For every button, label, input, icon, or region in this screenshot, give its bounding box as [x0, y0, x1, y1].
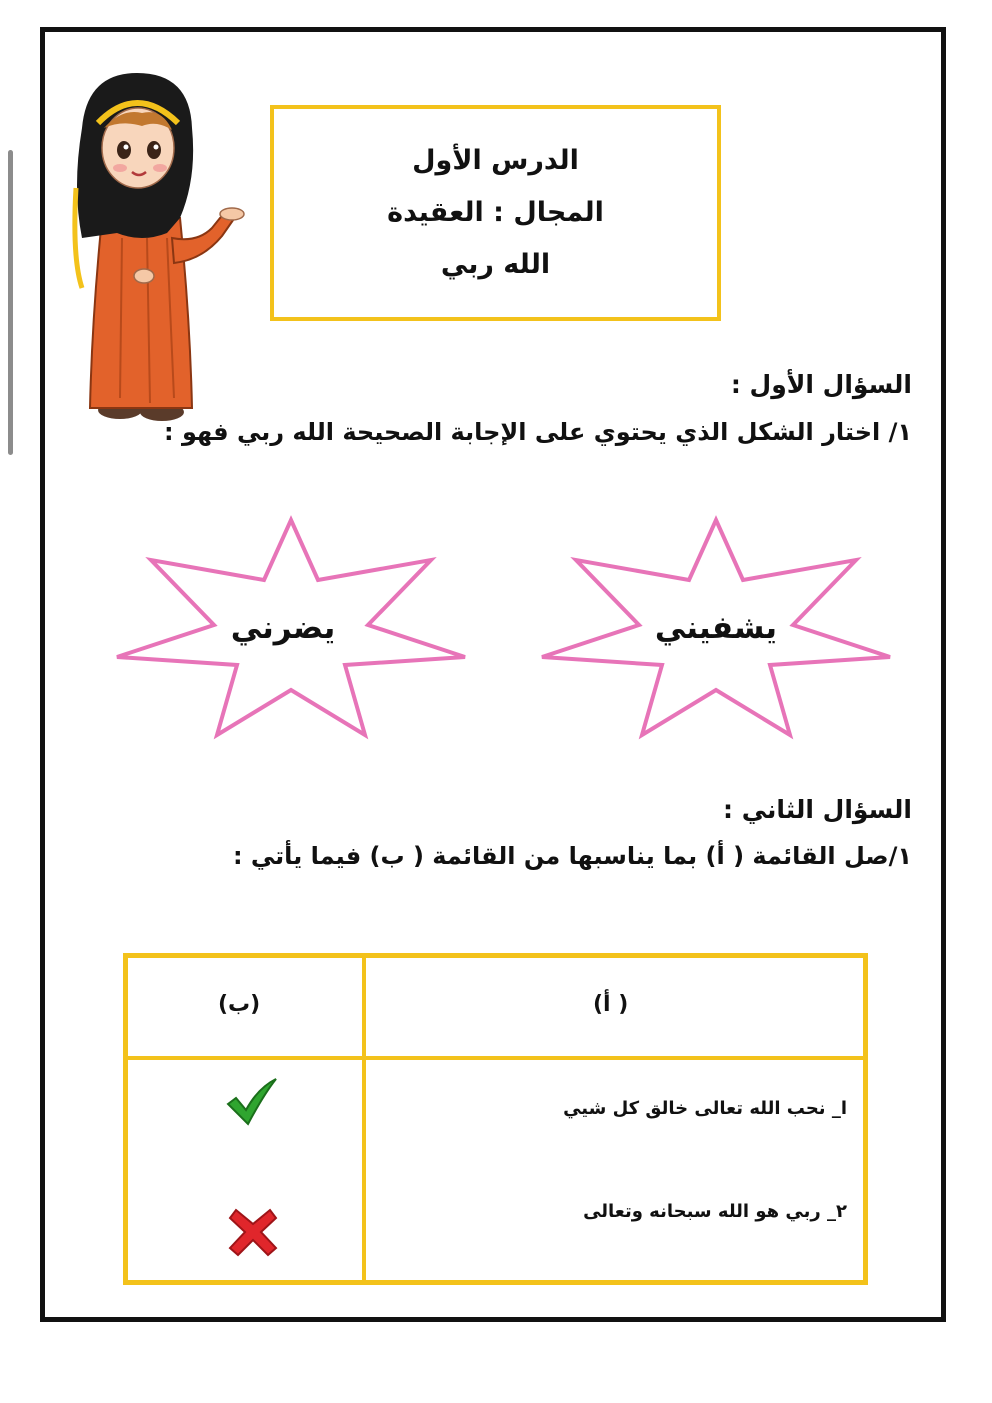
table-divider-vertical: [362, 958, 366, 1280]
question2-heading: السؤال الثاني :: [723, 795, 912, 824]
lesson-title: الدرس الأول: [412, 145, 579, 176]
check-icon: [224, 1076, 280, 1128]
lesson-title-box: [270, 105, 721, 321]
question1-heading: السؤال الأول :: [730, 370, 912, 399]
lesson-domain: المجال : العقيدة: [387, 197, 604, 228]
girl-illustration: [62, 68, 252, 424]
option-yashfini: يشفيني: [654, 610, 778, 646]
lesson-topic: الله ربي: [440, 249, 551, 280]
match-table: [123, 953, 868, 1285]
question2-prompt: ١/صل القائمة ( أ) بما يناسبها من القائمة ( ب) فيما يأتي :: [232, 842, 912, 870]
table-row-1-text: ا_ نحب الله تعالى خالق كل شيي: [563, 1098, 847, 1119]
option-yadurruni: يضرني: [230, 610, 336, 646]
scrollbar[interactable]: [8, 150, 13, 455]
cross-icon: [228, 1206, 278, 1258]
table-divider-horizontal: [128, 1056, 863, 1060]
question1-prompt: ١/ اختار الشكل الذي يحتوي على الإجابة الصحيحة الله ربي فهو :: [164, 418, 912, 446]
column-a-header: ( أ): [593, 992, 629, 1017]
column-b-header: (ب): [218, 992, 261, 1017]
table-row-2-text: ٢_ ربي هو الله سبحانه وتعالى: [583, 1201, 847, 1222]
